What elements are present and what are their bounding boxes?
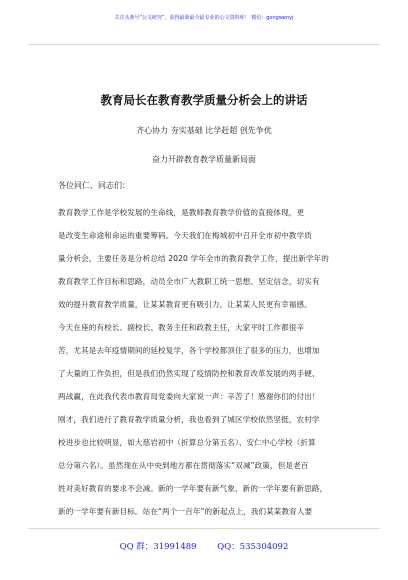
promo-banner: 关注头条号“公文研究”，获得最新最全最专业的公文资料库！ 微信：gongwenyj (114, 15, 294, 21)
footer-contacts (0, 540, 408, 552)
body-line: 两战赢，在此我代表市教育局党委向大家说一声：辛苦了！感谢你们的付出！ (58, 392, 320, 401)
body-line: 教育教学工作目标和思路，动员全市广大教职工统一思想、坚定信念，切实有 (58, 277, 320, 286)
body-line: 今天在座的有校长、副校长、教务主任和政教主任，大家平时工作都很辛 (58, 323, 305, 332)
body-line: 效的提升教育教学质量，让某某教育更有吸引力，让某某人民更有幸福感。 (58, 300, 312, 309)
footer-divider (28, 528, 380, 529)
body-line: 校进步也比较明显，如大慈岩初中（折算总分第五名）、安仁中心学校（折算 (58, 438, 316, 447)
qq-text: QQ：535304092 (217, 542, 289, 552)
body-line: 苦，尤其是去年疫情期间的延校复学，各个学校都顶住了很多的压力，也增加 (58, 346, 320, 355)
greeting: 各位同仁、同志们： (58, 181, 130, 190)
header-divider (28, 44, 380, 45)
qq-group-text: QQ 群：31991489 (119, 542, 197, 552)
body-line: 姓对美好教育的要求不会减。新的一学年要有新气象，新的一学年要有新思路， (58, 484, 328, 493)
body-line: 新的一学年要有新目标。站在“两个一百年”的新起点上，我们某某教育人要 (58, 507, 313, 516)
body-line: 了大量的工作负担，但是我们仍然实现了疫情防控和教育改革发展的两手硬、 (58, 369, 320, 378)
body-line: 是改变生命途和命运的重要筹码。今天我们在梅城初中召开全市初中教学质 (58, 231, 312, 240)
subtitle-slogan: 齐心协力 夯实基础 比学赶超 创先争优 (136, 126, 272, 135)
document-title: 教育局长在教育教学质量分析会上的讲话 (100, 93, 308, 107)
subtitle-theme: 奋力开辟教育教学质量新局面 (152, 155, 256, 164)
body-line: 量分析会，主要任务是分析总结 2020 学年全市的教育教学工作，提出新学年的 (58, 254, 329, 263)
body-line: 总分第六名）。虽然现在从中央到地方都在贯彻落实“双减”政策，但是老百 (58, 461, 309, 470)
body-line: 刚才，我们进行了教育教学质量分析，我也看到了城区学校依然坚挺，农村学 (58, 415, 320, 424)
body-line: 教育教学工作是学校发展的生命线，是教师教育教学价值的直接体现，更 (58, 208, 305, 217)
